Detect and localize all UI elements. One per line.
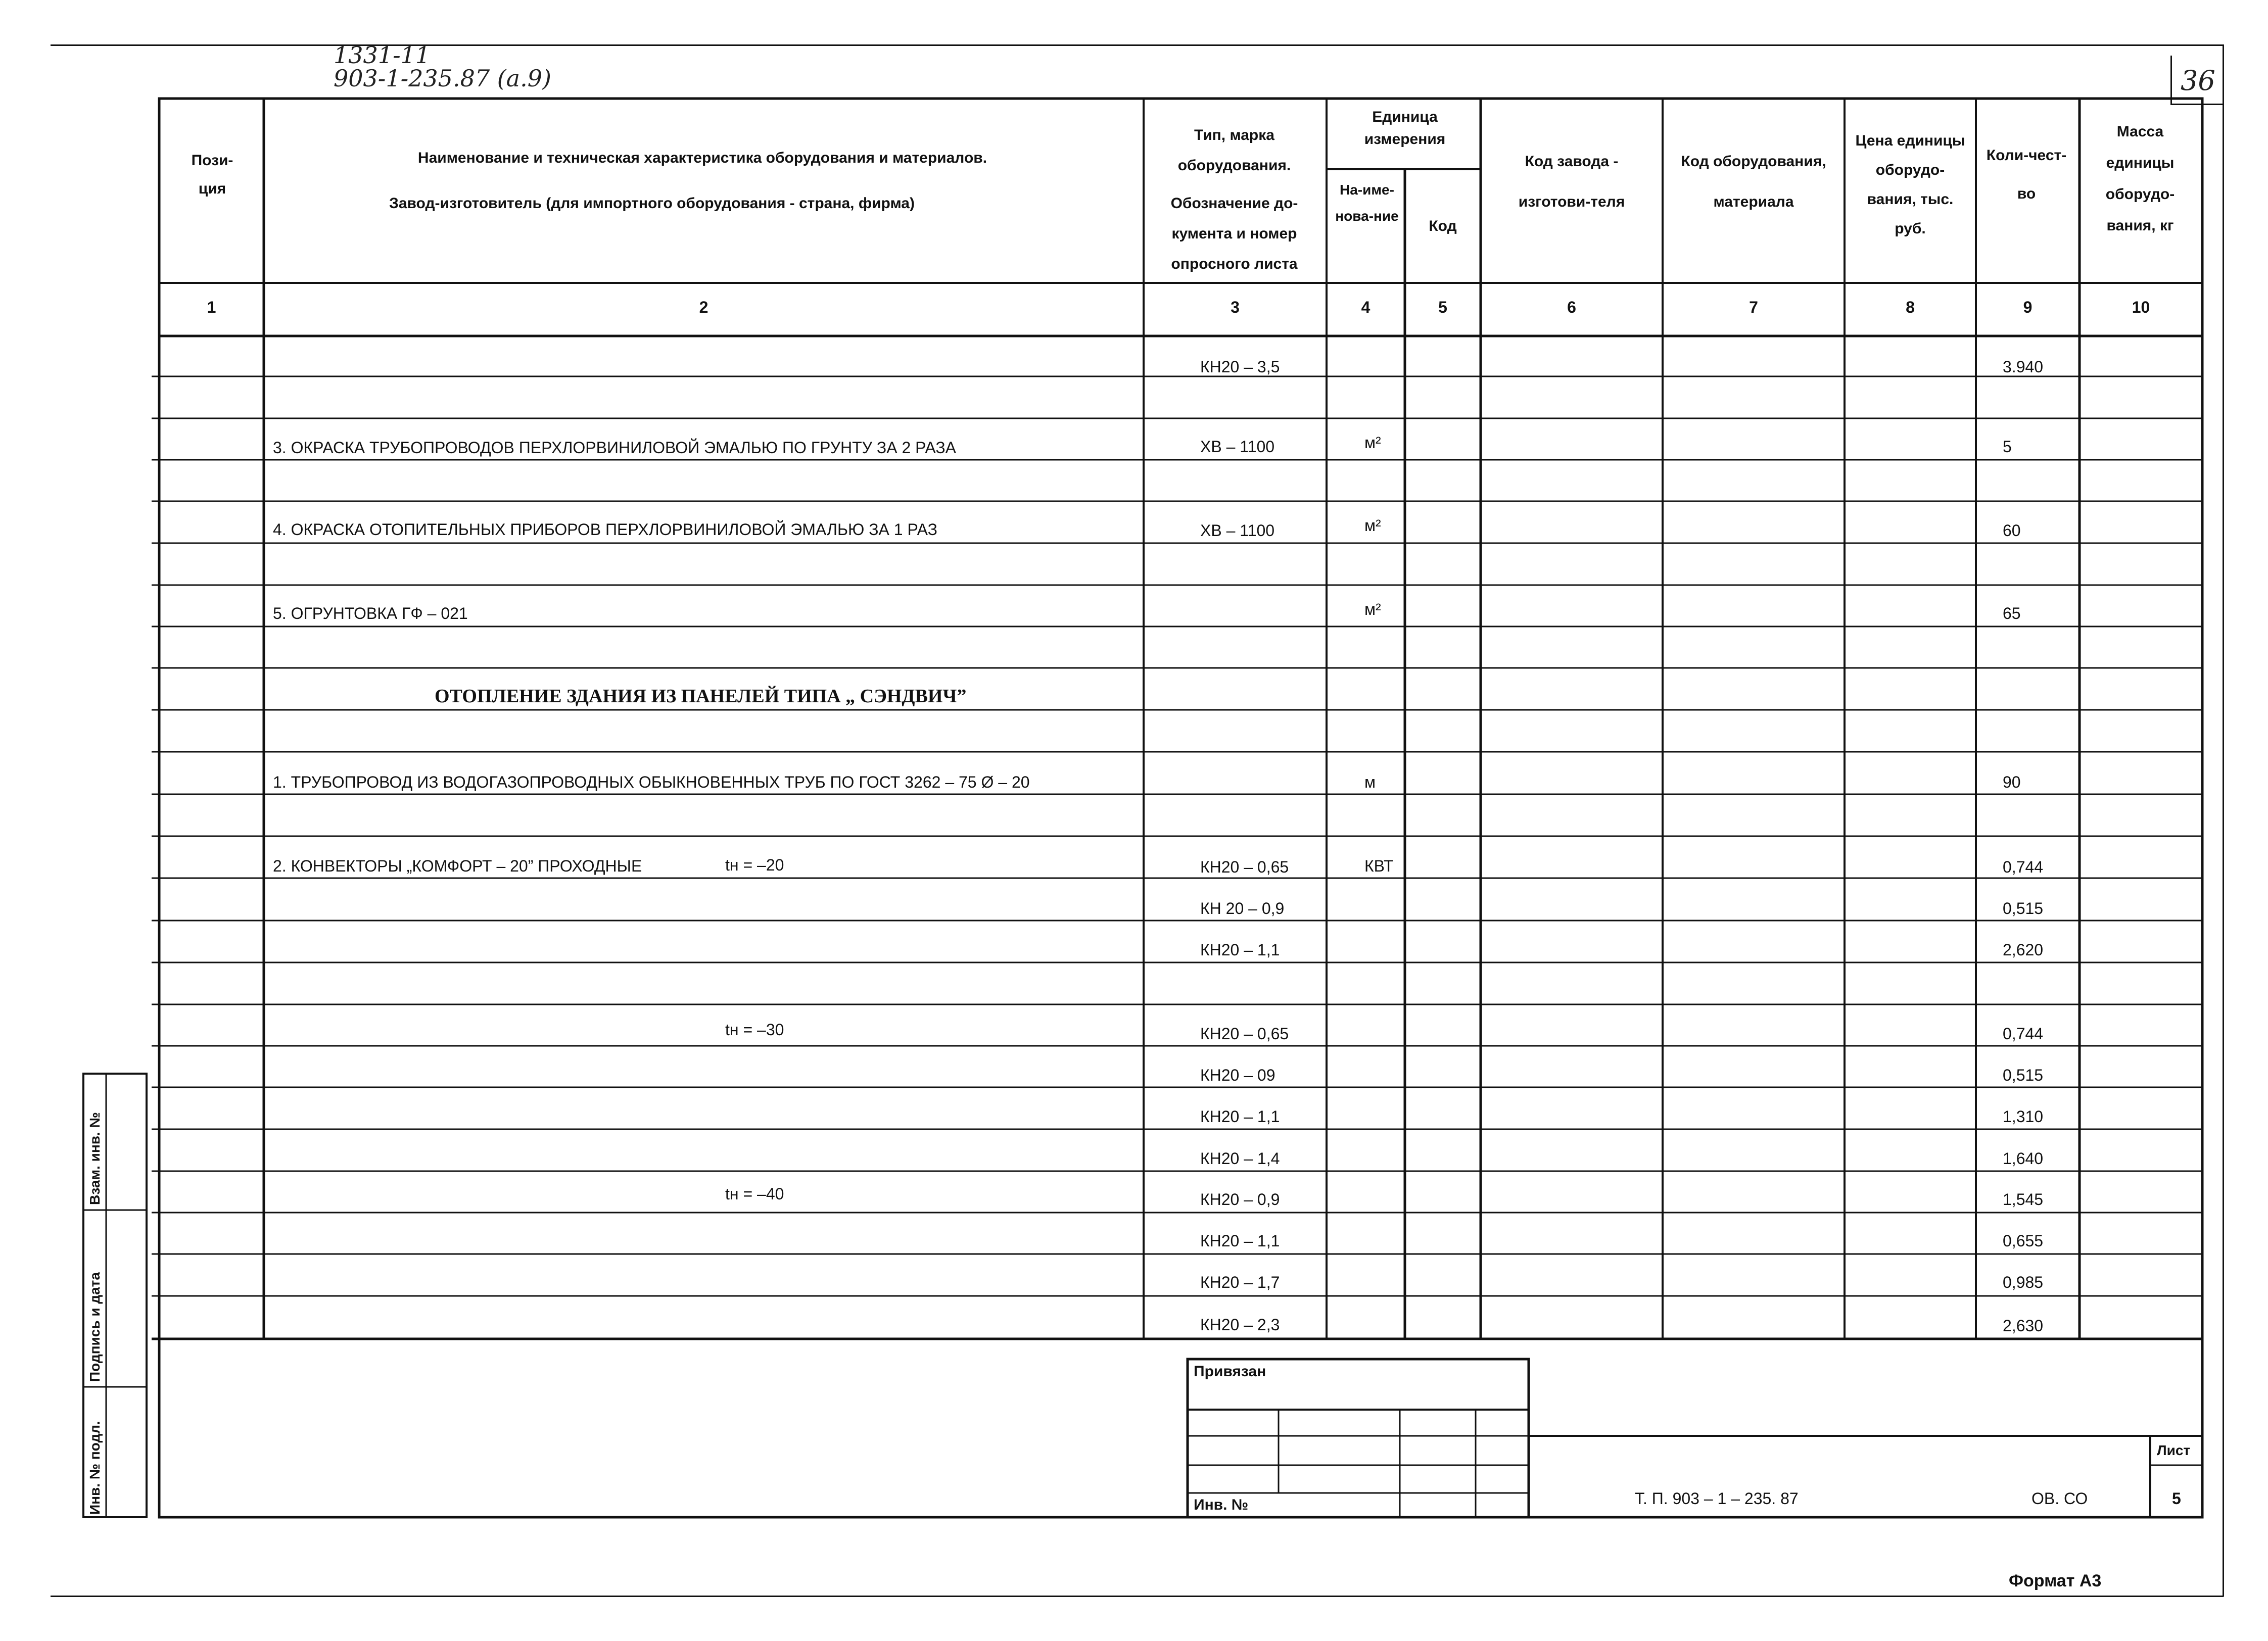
document-section: ОВ. СО xyxy=(2031,1489,2088,1508)
table-cell-type: КН20 – 1,7 xyxy=(1200,1273,1280,1291)
table-cell-qty: 0,744 xyxy=(2003,858,2044,876)
header-type-1: Тип, марка xyxy=(1194,127,1274,143)
column-number: 10 xyxy=(2132,298,2150,316)
table-cell-type: КН20 – 1,4 xyxy=(1200,1149,1280,1168)
table-cell-qty: 2,620 xyxy=(2003,941,2044,959)
header-position: Пози-ция xyxy=(191,152,233,197)
format-label: Формат А3 xyxy=(2009,1571,2102,1590)
table-cell-type: КН20 – 09 xyxy=(1200,1066,1275,1084)
table-cell-type: ХВ – 1100 xyxy=(1200,438,1275,456)
header-factory-code: Код завода - изготови-теля xyxy=(1518,153,1625,210)
table-cell-name: 4. ОКРАСКА ОТОПИТЕЛЬНЫХ ПРИБОРОВ ПЕРХЛОРВИНИЛОВОЙ ЭМАЛЬЮ ЗА 1 РАЗ xyxy=(273,520,937,539)
temperature-label: tн = –40 xyxy=(725,1185,784,1203)
stamp-vzam-inv: Взам. инв. № xyxy=(87,1112,103,1205)
header-equipment-code: Код оборудования, материала xyxy=(1681,153,1826,210)
header-type-2: оборудования. xyxy=(1177,157,1291,174)
column-number: 6 xyxy=(1567,298,1576,316)
column-number: 3 xyxy=(1231,298,1240,316)
table-cell-type: ХВ – 1100 xyxy=(1200,521,1275,540)
header-name-line2: Завод-изготовитель (для импортного оборудования - страна, фирма) xyxy=(389,195,915,212)
header-unit-group: Единица измерения xyxy=(1364,109,1446,148)
stamp-signature-date: Подпись и дата xyxy=(87,1272,103,1382)
title-block-inv-no: Инв. № xyxy=(1194,1497,1249,1513)
column-number: 8 xyxy=(1906,298,1915,316)
header-unit-code: Код xyxy=(1429,218,1457,234)
table-cell-qty: 2,630 xyxy=(2003,1317,2044,1335)
column-number: 7 xyxy=(1749,298,1758,316)
table-cell-unit: м² xyxy=(1364,600,1381,618)
table-cell-name: 5. ОГРУНТОВКА ГФ – 021 xyxy=(273,604,468,622)
table-cell-qty: 0,985 xyxy=(2003,1273,2044,1291)
section-title: ОТОПЛЕНИЕ ЗДАНИЯ ИЗ ПАНЕЛЕЙ ТИПА „ СЭНДВИЧ” xyxy=(435,686,967,707)
table-cell-qty: 65 xyxy=(2003,604,2021,622)
table-cell-unit: м² xyxy=(1364,516,1381,535)
table-cell-type: КН20 – 2,3 xyxy=(1200,1316,1280,1334)
temperature-label: tн = –20 xyxy=(725,856,784,874)
table-cell-qty: 90 xyxy=(2003,773,2021,791)
stamp-inv-podl: Инв. № подл. xyxy=(87,1421,103,1515)
table-cell-type: КН20 – 0,9 xyxy=(1200,1190,1280,1209)
table-cell-qty: 0,515 xyxy=(2003,1066,2044,1084)
table-cell-qty: 1,545 xyxy=(2003,1190,2044,1209)
header-name-line1: Наименование и техническая характеристика оборудования и материалов. xyxy=(417,150,987,166)
table-cell-unit: КВТ xyxy=(1364,857,1394,875)
table-cell-qty: 0,744 xyxy=(2003,1025,2044,1043)
column-number: 1 xyxy=(207,298,216,316)
table-cell-qty: 1,640 xyxy=(2003,1149,2044,1168)
title-block-privyazan: Привязан xyxy=(1194,1363,1266,1380)
header-mass: Масса единицы оборудо-вания, кг xyxy=(2105,123,2175,234)
table-cell-qty: 1,310 xyxy=(2003,1107,2044,1126)
table-cell-unit: м² xyxy=(1364,433,1381,452)
table-cell-name: 3. ОКРАСКА ТРУБОПРОВОДОВ ПЕРХЛОРВИНИЛОВОЙ ЭМАЛЬЮ ПО ГРУНТУ ЗА 2 РАЗА xyxy=(273,439,956,457)
column-number: 9 xyxy=(2023,298,2033,316)
header-type-5: опросного листа xyxy=(1171,256,1298,272)
table-cell-qty: 0,515 xyxy=(2003,899,2044,918)
header-quantity: Коли-чест-во xyxy=(1986,147,2067,202)
table-cell-unit: м xyxy=(1364,773,1376,791)
handwritten-note-1: 1331-11 xyxy=(334,41,431,69)
handwritten-note-2: 903-1-235.87 (а.9) xyxy=(334,65,551,92)
column-number: 4 xyxy=(1361,298,1371,316)
table-cell-name: 2. КОНВЕКТОРЫ „КОМФОРТ – 20” ПРОХОДНЫЕ xyxy=(273,857,642,875)
sheet-label: Лист xyxy=(2157,1442,2191,1458)
table-cell-qty: 5 xyxy=(2003,438,2012,456)
column-number: 5 xyxy=(1438,298,1447,316)
table-cell-qty: 0,655 xyxy=(2003,1232,2044,1250)
sheet-number: 5 xyxy=(2172,1489,2181,1508)
header-unit-price: Цена единицы оборудо-вания, тыс. руб. xyxy=(1855,132,1965,237)
table-cell-type: КН 20 – 0,9 xyxy=(1200,899,1285,918)
table-cell-type: КН20 – 0,65 xyxy=(1200,858,1289,876)
table-cell-name: 1. ТРУБОПРОВОД ИЗ ВОДОГАЗОПРОВОДНЫХ ОБЫКНОВЕННЫХ ТРУБ ПО ГОСТ 3262 – 75 Ø – 20 xyxy=(273,773,1030,791)
table-cell-type: КН20 – 3,5 xyxy=(1200,358,1280,376)
temperature-label: tн = –30 xyxy=(725,1021,784,1039)
header-unit-name: На-име-нова-ние xyxy=(1335,182,1399,224)
table-cell-type: КН20 – 1,1 xyxy=(1200,941,1280,959)
header-type-4: кумента и номер xyxy=(1171,225,1297,242)
table-cell-type: КН20 – 1,1 xyxy=(1200,1232,1280,1250)
header-type-3: Обозначение до- xyxy=(1170,195,1298,212)
table-cell-type: КН20 – 0,65 xyxy=(1200,1025,1289,1043)
table-cell-type: КН20 – 1,1 xyxy=(1200,1107,1280,1126)
document-code: Т. П. 903 – 1 – 235. 87 xyxy=(1635,1489,1799,1508)
page-corner-number: 36 xyxy=(2181,65,2215,96)
column-number: 2 xyxy=(699,298,708,316)
table-cell-qty: 60 xyxy=(2003,521,2021,540)
table-cell-qty: 3.940 xyxy=(2003,358,2044,376)
